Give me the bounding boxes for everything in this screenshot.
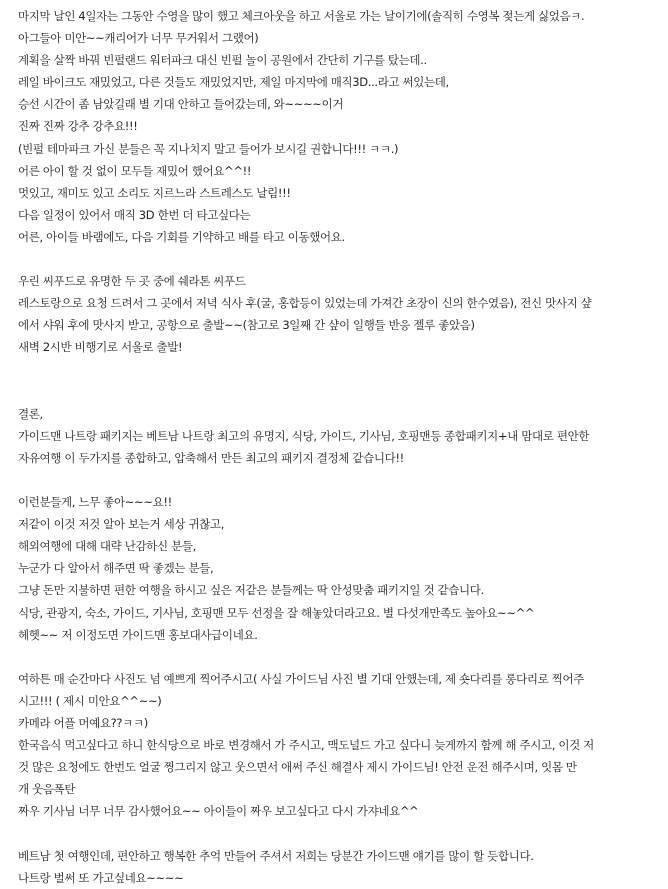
text-line: 자유여행 이 두가지를 종합하고, 압축해서 만든 최고의 패키지 결정체 같습니다!!: [18, 450, 404, 465]
blank-line: [18, 822, 663, 844]
text-line: (빈펄 테마파크 가신 분들은 꼭 지나치지 말고 들어가 보시길 권합니다!!! ㅋㅋ.): [18, 141, 399, 156]
text-line: 우린 씨푸드로 유명한 두 곳 중에 쉐라톤 씨푸드: [18, 274, 246, 289]
review-body: [18, 5, 663, 889]
text-line: 어른 아이 할 것 없이 모두들 재밌어 했어요^^!!: [18, 163, 252, 178]
text-line: 다음 일정이 있어서 매직 3D 한번 더 타고싶다는: [18, 207, 251, 222]
text-line: 저같이 이것 저것 알아 보는거 세상 귀찮고,: [18, 517, 225, 532]
blank-line: [18, 381, 663, 403]
blank-line: [18, 359, 663, 381]
text-line: 승선 시간이 좀 남았길래 별 기대 안하고 들어갔는데, 와~~~~이거: [18, 97, 344, 112]
text-line: 나트랑 벌써 또 가고싶네요~~~~: [18, 870, 184, 885]
text-line: 멋있고, 재미도 있고 소리도 지르느라 스트레스도 날림!!!: [18, 185, 291, 200]
text-line: 레일 바이크도 재밌었고, 다른 것들도 재밌었지만, 제일 마지막에 매직3D...라고 써있는데,: [18, 75, 449, 90]
text-line: 여하튼 매 순간마다 사진도 넘 예쁘게 찍어주시고( 사실 가이드님 사진 별 기대 안했는데, 제 숏다리를 롱다리로 찍어주: [18, 671, 584, 686]
text-line: 결론,: [18, 406, 43, 421]
text-line: 이런분들게, 느무 좋아~~~요!!: [18, 495, 172, 510]
text-line: 누군가 다 알아서 해주면 딱 좋겠는 분들,: [18, 561, 214, 576]
text-line: 개 웃음폭탄: [18, 782, 76, 797]
text-line: 시고!!! ( 제시 미안요^^~~): [18, 693, 162, 708]
text-line: 베트남 첫 여행인데, 편안하고 행복한 추억 만들어 주셔서 저희는 당분간 가이드맨 얘기를 많이 할 듯합니다.: [18, 848, 534, 863]
text-line: 계획을 살짝 바꿔 빈펄랜드 워터파크 대신 빈펄 놀이 공원에서 간단히 기구를 탔는데..: [18, 53, 427, 68]
text-line: 아그들아 미안~~캐리어가 너무 무거워서 그랬어): [18, 31, 259, 46]
text-line: 레스토랑으로 요청 드려서 그 곳에서 저녁 식사 후(굴, 홍합등이 있었는데 가져간 초장이 신의 한수였음), 전신 맛사지 샾: [18, 296, 592, 311]
blank-line: [18, 248, 663, 270]
text-line: 것 많은 요청에도 한번도 얼굴 찡그리지 않고 웃으면서 애써 주신 해결사 제시 가이드님! 안전 운전 해주시며, 잇몸 만: [18, 760, 577, 775]
text-line: 어른, 아이들 바램에도, 다음 기회를 기약하고 배를 타고 이동했어요.: [18, 229, 345, 244]
text-line: 마지막 날인 4일자는 그동안 수영을 많이 했고 체크아웃을 하고 서울로 가는 날이기에(솔직히 수영복 젖는게 싫었음ㅋ.: [18, 9, 585, 23]
text-line: 진짜 진짜 강추 강추요!!!: [18, 119, 138, 134]
blank-line: [18, 469, 663, 491]
text-line: 한국음식 먹고싶다고 하니 한식당으로 바로 변경해서 가 주시고, 맥도널드 가고 싶다니 늦게까지 함께 해 주시고, 이것 저: [18, 738, 594, 753]
text-line: 에서 샤워 후에 맛사지 받고, 공항으로 출발~~(참고로 3일째 간 샾이 일행들 반응 젤루 좋았음): [18, 318, 475, 333]
text-line: 짜우 기사님 너무 너무 감사했어요~~ 아이들이 짜우 보고싶다고 다시 가쟈네요^^: [18, 804, 419, 819]
text-line: 가이드맨 나트랑 패키지는 베트남 나트랑 최고의 유명지, 식당, 가이드, 기사님, 호핑맨등 종합패키지+내 맘대로 편안한: [18, 428, 590, 443]
text-line: 헤헷~~ 저 이정도면 가이드맨 홍보대사급이네요.: [18, 627, 258, 642]
text-line: 해외여행에 대해 대략 난감하신 분들,: [18, 539, 196, 554]
blank-line: [18, 646, 663, 668]
text-line: 식당, 관광지, 숙소, 가이드, 기사님, 호핑맨 모두 선정을 잘 해놓았더라고요. 별 다섯개만족도 높아요~~^^: [18, 605, 535, 620]
text-line: 그냥 돈만 지불하면 편한 여행을 하시고 싶은 저같은 분들께는 딱 안성맞춤 패키지일 것 같습니다.: [18, 583, 484, 598]
text-line: 카메라 어플 머예요??ㅋㅋ): [18, 716, 148, 730]
text-line: 새벽 2시반 비행기로 서울로 출발!: [18, 340, 183, 355]
